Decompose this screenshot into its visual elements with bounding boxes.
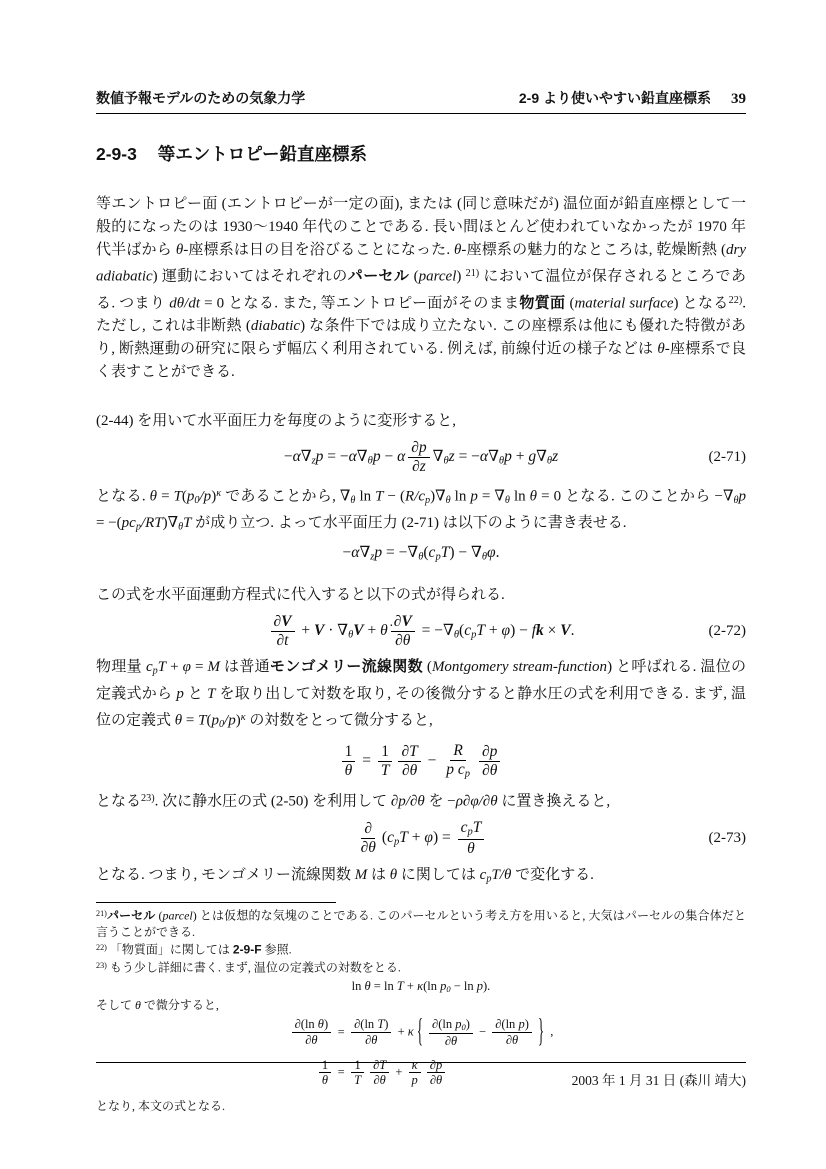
equation-theta-log-derivative-body: $\frac{1}{\theta}$ = $\frac{1}{T}$ $\frac{\partial T}{\partial\theta}$ − $\frac{R}{\text{p cp}}$ $\frac{\partial p}{\partial\theta}$ xyxy=(339,742,504,781)
footnote-rule xyxy=(96,902,336,903)
equation-theta-log-derivative xyxy=(96,742,746,781)
footnote-21: $^{21)}$パーセル (parcel) とは仮想的な気塊のことである. このパーセルという考え方を用いると, 大気はパーセルの集合体だと言うことができる. xyxy=(96,908,747,939)
footnote-eqarray-row2-rel: = xyxy=(337,1065,345,1080)
section-number: 2-9-3 xyxy=(96,144,137,164)
equation-2-73 xyxy=(96,819,746,858)
paragraph-montgomery: 物理量 cpT + φ = M は普通モンゴメリー流線関数 (Montgomery stream-function) と呼ばれる. 温位の定義式から p と T を取り出して対数を取り, その後微分すると静水圧の式を利用できる. まず, 温位の定義式 $\theta = T(p0/p)^\kappa$ の対数をとって微分すると, xyxy=(96,658,746,731)
paragraph-intro: 等エントロピー面 (エントロピーが一定の面), または (同じ意味だが) 温位面が鉛直座標として一般的になったのは 1930〜1940 年代のことである. 長い間ほとんど使われていなかったが 1970 年代半ばから θ-座標系は日の目を浴びることになった. θ-座標系の魅力的なところは, 乾燥断熱 (dry adiabatic) 運動においてはそれぞれのパーセル (parcel) $^{21)}$ において温位が保存されるところである. つまり dθ/dt = 0 となる. また, 等エントロピー面がそのまま物質面 (material surface) となる$^{22)}$. ただし, これは非断熱 (diabatic) な条件下では成り立たない. この座標系は他にも優れた特徴があり, 断熱運動の研究に限らず幅広く利用されている. 例えば, 前線付近の様子などは θ-座標系で良く表すことができる. xyxy=(96,196,747,381)
section-breadcrumb: 2-9 より使いやすい鉛直座標系 xyxy=(518,90,711,106)
section-title-text: 等エントロピー鉛直座標系 xyxy=(157,144,368,164)
running-title-left: 数値予報モデルのための気象力学 xyxy=(96,90,306,106)
running-title-right xyxy=(519,88,746,108)
equation-2-71-body: −α∇zp = −α∇θp − α $\frac{\partial p}{\partial z}$ ∇θz = −α∇θp + g∇θz xyxy=(283,439,559,475)
equation-2-73-body: $\frac{\partial}{\partial\theta}$ (cpT + φ) = $\frac{\text{cpT}}{\theta}$ xyxy=(355,819,488,858)
equation-2-71-number: (2-71) xyxy=(708,449,746,466)
footnote-eqarray-row1-rhs: $\frac{\text{∂(ln T)}}{\partial\theta}$ + κ { $\frac{\text{∂(ln p0)}}{\partial\theta}$ − $\frac{\text{∂(ln p)}}{\partial\theta}$ } , xyxy=(348,1017,553,1048)
page-number: 39 xyxy=(731,91,746,107)
footnote-eqarray-row1-rel: = xyxy=(337,1024,345,1039)
footnote-closing-text: となり, 本文の式となる. xyxy=(96,1098,226,1113)
paragraph-eq272-intro: この式を水平面運動方程式に代入すると以下の式が得られる. xyxy=(96,586,505,603)
footnote-differentiate-text: そして θ で微分すると, xyxy=(96,997,219,1012)
page-header xyxy=(96,88,746,114)
footnote-equation-log-body: ln θ = ln T + κ(ln p0 − ln p). xyxy=(351,979,491,995)
footnote-23: $^{23)}$ もう少し詳細に書く. まず, 温位の定義式の対数をとる. xyxy=(96,960,401,975)
equation-2-72-number: (2-72) xyxy=(708,623,746,640)
section-heading xyxy=(96,142,746,166)
equation-pressure-gradient xyxy=(96,544,746,564)
equation-2-73-number: (2-73) xyxy=(708,830,746,847)
footnote-22: $^{22)}$ 「物質面」に関しては 2-9-F 参照. xyxy=(96,942,292,957)
paragraph-conclusion: となる. つまり, モンゴメリー流線関数 M は θ に関しては cpT/θ で変化する. xyxy=(96,866,594,885)
footnote-eqarray-row1-lhs: $\frac{\text{∂(ln θ)}}{\partial\theta}$ xyxy=(289,1017,335,1047)
paragraph-theta-relation: となる. $\theta = T(p0/p)^\kappa$ であることから, ∇θ ln T − (R/cp)∇θ ln p = ∇θ ln θ = 0 となる. このことから −∇θp = −(pcp/RT)∇θT が成り立つ. よって水平面圧力 (2-71) は以下のように書き表せる. xyxy=(96,487,746,533)
equation-pressure-gradient-body: −α∇zp = −∇θ(cpT) − ∇θφ. xyxy=(342,544,500,564)
equation-2-72-body: $\frac{\partial V}{\partial t}$ + V · ∇θV + θ̇ $\frac{\partial V}{\partial\theta}$ = −∇θ(cpT + φ) − fk × V. xyxy=(268,613,575,650)
paragraph-eq271-intro: (2-44) を用いて水平面圧力を毎度のように変形すると, xyxy=(96,413,456,430)
footnote-equation-log xyxy=(96,979,746,994)
footer-date: 2003 年 1 月 31 日 (森川 靖大) xyxy=(571,1073,746,1088)
equation-2-72 xyxy=(96,613,746,650)
footnote-eqarray-row2-lhs: $\frac{1}{\theta}$ xyxy=(289,1058,335,1088)
page-footer xyxy=(96,1062,746,1089)
paragraph-eq273-intro: となる$^{23)}$. 次に静水圧の式 (2-50) を利用して ∂p/∂θ を −ρ∂φ/∂θ に置き換えると, xyxy=(96,792,611,810)
footnote-eqarray-row2-rhs: $\frac{1}{T}$ $\frac{\partial T}{\partial\theta}$ + $\frac{\kappa}{p}$ $\frac{\partial p}{\partial\theta}$ xyxy=(348,1058,553,1088)
equation-2-71 xyxy=(96,439,746,476)
